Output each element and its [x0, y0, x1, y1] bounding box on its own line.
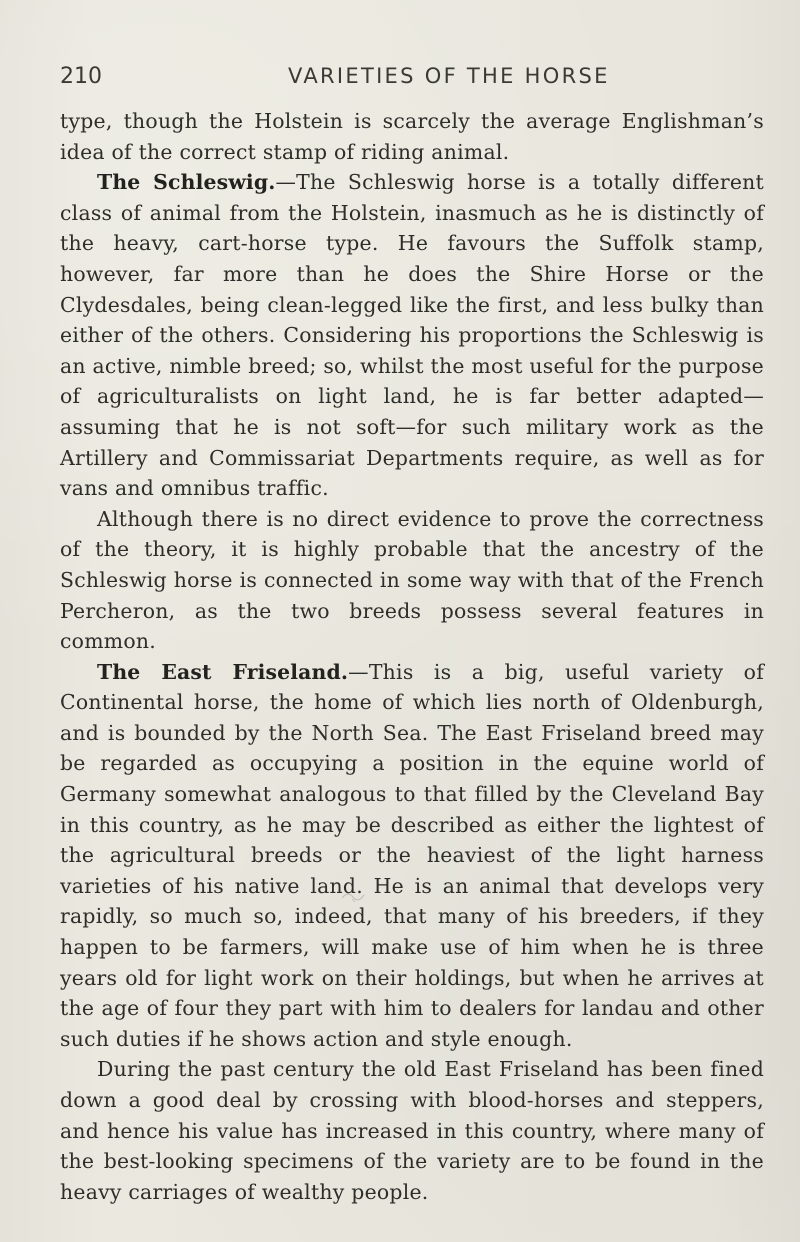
paragraph-past-century	[60, 1054, 764, 1207]
page-number: 210	[60, 64, 102, 89]
paragraph-east-friseland-text: —This is a big, useful variety of Continental horse, the home of which lies north of Oldenburgh, and is bounded by the North Sea. The East Friseland breed may be regarded as occupying a position in the equine world of Germany somewhat analogous to that filled by the Cleveland Bay in this country, as he may be described as either the lightest of the agricultural breeds or the heaviest of the light harness varieties of his native land. He is an animal that develops very rapidly, so much so, indeed, that many of his breeders, if they happen to be farmers, will make use of him when he is three years old for light work on their holdings, but when he arrives at the age of four they part with him to dealers for landau and other such duties if he shows action and style enough.	[60, 659, 764, 1051]
paragraph-schleswig-text: —The Schleswig horse is a totally different class of animal from the Holstein, inasmuch as he is distinctly of the heavy, cart-horse type. He favours the Suffolk stamp, however, far more than he does the Shire Horse or the Clydesdales, being clean-legged like the first, and less bulky than either of the others. Considering his proportions the Schleswig is an active, nimble breed; so, whilst the most useful for the purpose of agriculturalists on light land, he is far better adapted—assuming that he is not soft—for such military work as the Artillery and Commissariat Departments require, as well as for vans and omnibus traffic.	[60, 170, 764, 501]
paragraph-schleswig	[60, 167, 764, 504]
paragraph-1	[60, 106, 764, 167]
running-head	[60, 64, 762, 98]
body-text	[60, 106, 764, 1207]
section-heading-schleswig: The Schleswig.	[97, 170, 276, 195]
paragraph-east-friseland	[60, 657, 764, 1055]
paragraph-past-century-text: During the past century the old East Friseland has been fined down a good deal by crossing with blood-horses and steppers, and hence his value has increased in this country, where many of the best-looking specimens of the variety are to be found in the heavy carriages of wealthy people.	[60, 1057, 764, 1204]
paragraph-theory-text: Although there is no direct evidence to prove the correctness of the theory, it is highly probable that the ancestry of the Schleswig horse is connected in some way with that of the French Percheron, as the two breeds possess several features in common.	[60, 506, 764, 654]
paragraph-1-text: type, though the Holstein is scarcely the average Englishman’s idea of the correct stamp of riding animal.	[60, 109, 764, 164]
paragraph-theory	[60, 504, 764, 657]
section-heading-east-friseland: The East Friseland.	[97, 659, 349, 684]
paper-mark-icon	[340, 890, 366, 904]
running-title: VARIETIES OF THE HORSE	[288, 64, 610, 88]
